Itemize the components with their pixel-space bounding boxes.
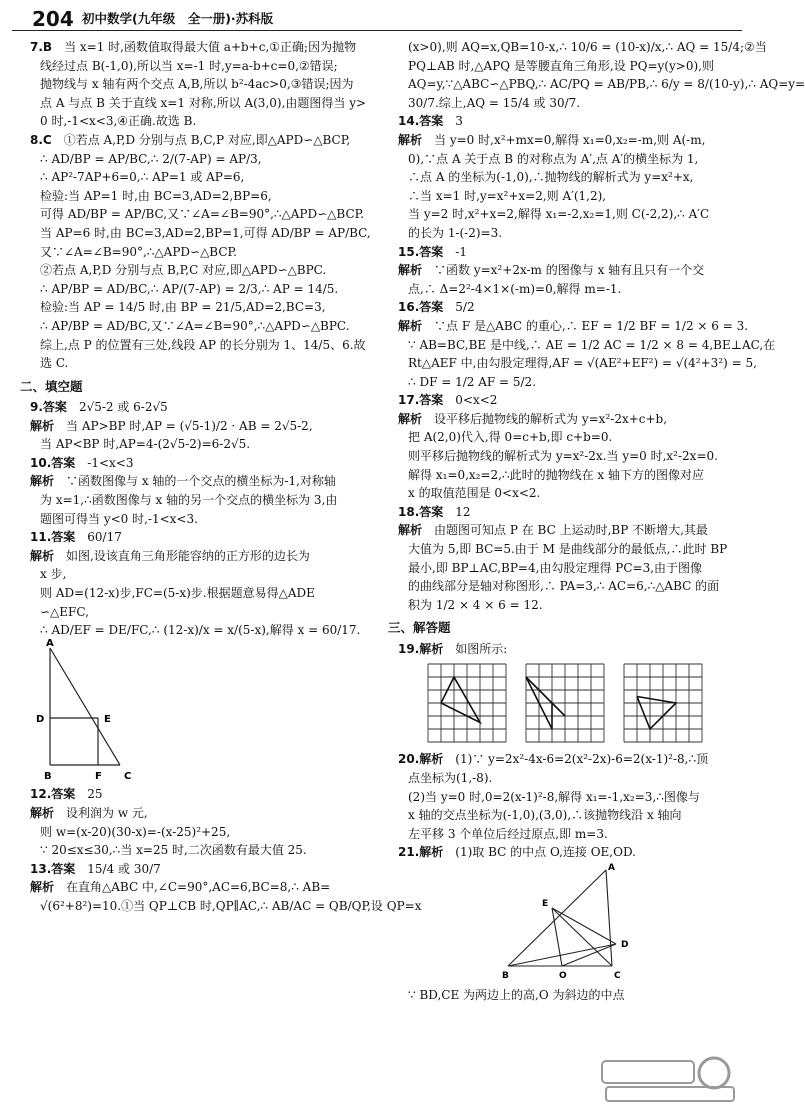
item-label: 7.B xyxy=(30,40,53,54)
line-text: (1)∵ y=2x²-4x-6=2(x²-2x)-6=2(x-1)²-8,∴顶 xyxy=(455,752,709,767)
item-label: 19.解析 xyxy=(398,641,444,656)
text-line xyxy=(398,336,776,355)
text-line xyxy=(30,603,385,622)
line-text: 如图所示: xyxy=(455,641,508,656)
text-line xyxy=(30,261,385,280)
figure-label: D xyxy=(621,939,629,950)
watermark-logo xyxy=(600,1055,740,1103)
text-line xyxy=(30,491,385,510)
text-line xyxy=(30,224,385,243)
line-text: 的长为 1-(-2)=3. xyxy=(408,225,503,240)
text-line xyxy=(398,112,738,131)
item-label: 解析 xyxy=(30,474,55,489)
book-title: 初中数学(九年级 全一册)·苏科版 xyxy=(82,11,274,26)
item-label: 13.答案 xyxy=(30,861,76,876)
line-text: 25 xyxy=(87,787,103,802)
grid-figure xyxy=(524,662,608,744)
line-text: 综上,点 P 的位置有三处,线段 AP 的长分别为 1、14/5、6.故 xyxy=(40,337,366,352)
line-text: ∴点 A 的坐标为(-1,0),∴抛物线的解析式为 y=x²+x, xyxy=(408,170,694,185)
item-label: 9.答案 xyxy=(30,400,67,415)
figure-line xyxy=(50,648,120,765)
line-text: ∵ 20≤x≤30,∴当 x=25 时,二次函数有最大值 25. xyxy=(40,843,307,858)
text-line xyxy=(398,150,738,169)
line-text: ∴ AD/EF = DE/FC,∴ (12-x)/x = x/(5-x),解得 x = 60/17. xyxy=(40,623,361,638)
text-line xyxy=(30,621,385,640)
text-line xyxy=(30,823,385,842)
section-heading: 二、填空题 xyxy=(20,378,83,394)
item-label: 21.解析 xyxy=(398,845,444,860)
line-text: 当 y=0 时,x²+mx=0,解得 x₁=0,x₂=-m,则 A(-m, xyxy=(434,132,706,147)
text-line xyxy=(30,547,385,566)
text-line xyxy=(30,94,385,113)
text-line xyxy=(398,391,738,410)
line-text: 检验:当 AP=1 时,由 BC=3,AD=2,BP=6, xyxy=(40,188,272,203)
item-label: 解析 xyxy=(398,411,423,426)
quadrilateral-figure xyxy=(488,862,658,980)
item-label: 12.答案 xyxy=(30,787,76,802)
text-line xyxy=(30,150,385,169)
line-text: 30/7.综上,AQ = 15/4 或 30/7. xyxy=(408,95,581,110)
line-text: ∵ BD,CE 为两边上的高,O 为斜边的中点 xyxy=(408,987,625,1002)
line-text: 点,∴ Δ=2²-4×1×(-m)=0,解得 m=-1. xyxy=(408,281,622,296)
figure-label: E xyxy=(542,898,549,909)
line-text: 3 xyxy=(455,114,463,129)
line-text: 抛物线与 x 轴有两个交点 A,B,所以 b²-4ac>0,③错误;因为 xyxy=(40,77,354,92)
text-line xyxy=(30,472,385,491)
text-line xyxy=(30,298,385,317)
line-text: 又∵∠A=∠B=90°,∴△APD∽△BCP. xyxy=(40,244,237,259)
item-label: 解析 xyxy=(30,880,55,895)
text-line xyxy=(30,897,422,916)
line-text: ∴ AP/BP = AD/BC,∴ AP/(7-AP) = 2/3,∴ AP = 14/5. xyxy=(40,281,339,296)
line-text: 设利润为 w 元, xyxy=(66,805,148,820)
line-text: 0),∵点 A 关于点 B 的对称点为 A′,点 A′的横坐标为 1, xyxy=(408,151,699,166)
text-line xyxy=(398,224,738,243)
text-line xyxy=(30,243,385,262)
triangle-figure xyxy=(30,637,230,782)
text-line xyxy=(398,373,738,392)
line-text: ∴当 x=1 时,y=x²+x=2,则 A′(1,2), xyxy=(408,188,607,203)
line-text: 大值为 5,即 BC=5.由于 M 是曲线部分的最低点,∴此时 BP xyxy=(408,542,728,557)
text-line xyxy=(398,577,738,596)
item-label: 解析 xyxy=(30,805,55,820)
text-line xyxy=(398,540,738,559)
line-text: 题图可得当 y<0 时,-1<x<3. xyxy=(40,511,198,526)
grid-figure xyxy=(622,662,706,744)
line-text: 左平移 3 个单位后经过原点,即 m=3. xyxy=(408,826,608,841)
line-text: 则平移后抛物线的解析式为 y=x²-2x.当 y=0 时,x²-2x=0. xyxy=(408,449,718,464)
text-line xyxy=(398,484,738,503)
text-line xyxy=(30,841,385,860)
figure-label: A xyxy=(46,637,54,649)
text-line xyxy=(398,596,738,615)
figure-label: C xyxy=(124,770,132,782)
text-line xyxy=(398,503,738,522)
line-text: 的曲线部分是轴对称图形,∴ PA=3,∴ AC=6,∴△ABC 的面 xyxy=(408,579,720,594)
line-text: 当 AP>BP 时,AP = (√5-1)/2 · AB = 2√5-2, xyxy=(66,418,313,433)
line-text: -1 xyxy=(455,244,467,259)
item-label: 解析 xyxy=(398,318,423,333)
line-text: 60/17 xyxy=(87,530,122,545)
text-line xyxy=(398,521,738,540)
line-text: 5/2 xyxy=(455,300,475,315)
line-text: 15/4 或 30/7 xyxy=(87,861,161,876)
text-line xyxy=(398,769,738,788)
line-text: -1<x<3 xyxy=(87,455,134,470)
text-line xyxy=(398,57,738,76)
figure-label: A xyxy=(608,862,615,873)
item-label: 解析 xyxy=(398,132,423,147)
line-text: 则 AD=(12-x)步,FC=(5-x)步.根据题意易得△ADE xyxy=(40,586,315,600)
figure-label: E xyxy=(104,713,111,725)
text-line xyxy=(30,187,385,206)
line-text: ②若点 A,P,D 分别与点 B,P,C 对应,即△APD∽△BPC. xyxy=(40,263,327,278)
line-text: 0<x<2 xyxy=(455,393,498,408)
text-line xyxy=(398,428,738,447)
item-label: 11.答案 xyxy=(30,530,76,545)
line-text: 设平移后抛物线的解析式为 y=x²-2x+c+b, xyxy=(434,411,668,426)
text-line xyxy=(398,640,738,659)
text-line xyxy=(398,843,738,862)
line-text: 在直角△ABC 中,∠C=90°,AC=6,BC=8,∴ AB= xyxy=(66,880,331,895)
figure-label: C xyxy=(614,970,621,981)
text-line xyxy=(30,398,385,417)
text-line xyxy=(30,528,385,547)
text-line xyxy=(30,38,385,57)
text-line xyxy=(398,205,738,224)
line-text: 最小,即 BP⊥AC,BP=4,由勾股定理得 PC=3,由于图像 xyxy=(408,560,703,575)
line-text: 当 y=2 时,x²+x=2,解得 x₁=-2,x₂=1,则 C(-2,2),∴ A′C xyxy=(408,207,710,222)
line-text: ∴ DF = 1/2 AF = 5/2. xyxy=(408,374,537,389)
text-line xyxy=(398,243,738,262)
text-line xyxy=(30,280,385,299)
text-line xyxy=(30,317,385,336)
figure-label: F xyxy=(95,770,102,782)
text-line xyxy=(30,454,385,473)
grid-figure xyxy=(426,662,510,744)
figure-label: D xyxy=(36,713,45,725)
text-line xyxy=(398,168,738,187)
line-text: √(6²+8²)=10.①当 QP⊥CB 时,QP∥AC,∴ AB/AC = QB/QP,设 QP=x xyxy=(40,898,422,913)
item-label: 解析 xyxy=(398,263,423,278)
line-text: ∵点 F 是△ABC 的重心,∴ EF = 1/2 BF = 1/2 × 6 = 3. xyxy=(434,318,749,333)
text-line xyxy=(398,986,738,1005)
item-label: 20.解析 xyxy=(398,752,444,767)
line-text: 把 A(2,0)代入,得 0=c+b,即 c+b=0. xyxy=(408,430,613,445)
line-text: 12 xyxy=(455,504,471,519)
text-line xyxy=(398,75,805,94)
text-line xyxy=(30,205,385,224)
line-text: 选 C. xyxy=(40,356,69,371)
line-text: 点 A 与点 B 关于直线 x=1 对称,所以 A(3,0),由题图得当 y> xyxy=(40,95,367,110)
text-line xyxy=(30,417,385,436)
line-text: ∵函数 y=x²+2x-m 的图像与 x 轴有且只有一个交 xyxy=(434,263,705,278)
line-text: 点坐标为(1,-8). xyxy=(408,770,493,785)
text-line xyxy=(30,131,385,150)
line-text: 当 x=1 时,函数值取得最大值 a+b+c,①正确;因为抛物 xyxy=(64,40,357,54)
right-column xyxy=(388,38,805,1104)
text-line xyxy=(398,447,738,466)
text-line xyxy=(398,354,757,373)
text-line xyxy=(398,825,738,844)
line-text: 当 AP<BP 时,AP=4-(2√5-2)=6-2√5. xyxy=(40,437,251,452)
line-text: 积为 1/2 × 4 × 6 = 12. xyxy=(408,597,543,612)
item-label: 17.答案 xyxy=(398,393,444,408)
text-line xyxy=(30,168,385,187)
text-line xyxy=(30,860,385,879)
line-text: 当 AP=6 时,由 BC=3,AD=2,BP=1,可得 AD/BP = AP/BC, xyxy=(40,225,371,240)
text-line xyxy=(30,57,385,76)
line-text: 线经过点 B(-1,0),所以当 x=-1 时,y=a-b+c=0,②错误; xyxy=(40,58,338,73)
text-line xyxy=(398,298,738,317)
line-text: AQ=y,∵△ABC∽△PBQ,∴ AC/PQ = AB/PB,∴ 6/y = 8/(10-y),∴ AQ=y= xyxy=(408,77,805,92)
line-text: x 步, xyxy=(40,567,67,582)
text-line xyxy=(398,280,738,299)
line-text: ①若点 A,P,D 分别与点 B,C,P 对应,即△APD∽△BCP, xyxy=(63,132,351,147)
page-number: 204 xyxy=(32,7,74,31)
item-label: 解析 xyxy=(30,548,55,563)
line-text: ∴ AD/BP = AP/BC,∴ 2/(7-AP) = AP/3, xyxy=(40,151,262,166)
text-line xyxy=(30,565,385,584)
text-line xyxy=(30,584,385,603)
text-line xyxy=(30,878,385,897)
text-line xyxy=(30,75,385,94)
text-line xyxy=(398,94,738,113)
text-line xyxy=(30,804,385,823)
text-line xyxy=(398,750,738,769)
line-text: x 的取值范围是 0<x<2. xyxy=(408,486,541,501)
text-line xyxy=(30,336,385,355)
figure-label: B xyxy=(502,970,509,981)
text-line xyxy=(398,131,738,150)
line-text: (2)当 y=0 时,0=2(x-1)²-8,解得 x₁=-1,x₂=3,∴图像与 xyxy=(408,789,700,804)
line-text: ∵函数图像与 x 轴的一个交点的横坐标为-1,对称轴 xyxy=(66,474,336,489)
text-line xyxy=(398,806,738,825)
line-text: PQ⊥AB 时,△APQ 是等腰直角三角形,设 PQ=y(y>0),则 xyxy=(408,58,714,73)
section-heading: 三、解答题 xyxy=(388,620,451,636)
item-label: 8.C xyxy=(30,132,52,147)
line-text: ∴ AP/BP = AD/BC,又∵∠A=∠B=90°,∴△APD∽△BPC. xyxy=(40,318,350,333)
text-line xyxy=(30,510,385,529)
item-label: 14.答案 xyxy=(398,114,444,129)
line-text: 解得 x₁=0,x₂=2,∴此时的抛物线在 x 轴下方的图像对应 xyxy=(408,467,705,482)
grid-figures xyxy=(426,662,738,744)
item-label: 16.答案 xyxy=(398,300,444,315)
line-text: 2√5-2 或 6-2√5 xyxy=(78,400,168,415)
line-text: 0 时,-1<x<3,④正确.故选 B. xyxy=(40,114,197,129)
text-line xyxy=(398,788,738,807)
line-text: (1)取 BC 的中点 O,连接 OE,OD. xyxy=(455,845,636,860)
line-text: 由题图可知点 P 在 BC 上运动时,BP 不断增大,其最 xyxy=(434,523,708,538)
item-label: 15.答案 xyxy=(398,244,444,259)
text-line xyxy=(398,187,738,206)
line-text: ∴ AP²-7AP+6=0,∴ AP=1 或 AP=6, xyxy=(40,170,245,185)
item-label: 解析 xyxy=(398,523,423,538)
figure-label: B xyxy=(44,770,52,782)
line-text: 检验:当 AP = 14/5 时,由 BP = 21/5,AD=2,BC=3, xyxy=(40,300,326,315)
line-text: (x>0),则 AQ=x,QB=10-x,∴ 10/6 = (10-x)/x,∴ AQ = 15/4;②当 xyxy=(408,40,767,54)
line-text: 如图,设该直角三角形能容纳的正方形的边长为 xyxy=(66,548,310,563)
item-label: 10.答案 xyxy=(30,455,76,470)
line-text: ∽△EFC, xyxy=(40,604,89,619)
text-line xyxy=(30,435,385,454)
line-text: x 轴的交点坐标为(-1,0),(3,0),∴该抛物线沿 x 轴向 xyxy=(408,808,682,823)
text-line xyxy=(398,559,738,578)
text-line xyxy=(398,317,749,336)
text-line xyxy=(30,354,385,373)
text-line xyxy=(398,38,767,57)
item-label: 18.答案 xyxy=(398,504,444,519)
figure-label: O xyxy=(559,970,567,981)
text-line xyxy=(398,466,738,485)
text-line xyxy=(30,785,385,804)
line-text: ∵ AB=BC,BE 是中线,∴ AE = 1/2 AC = 1/2 × 8 = 4,BE⊥AC,在 xyxy=(408,337,776,352)
text-line xyxy=(398,410,738,429)
line-text: Rt△AEF 中,由勾股定理得,AF = √(AE²+EF²) = √(4²+3²) = 5, xyxy=(408,356,757,371)
line-text: 可得 AD/BP = AP/BC,又∵∠A=∠B=90°,∴△APD∽△BCP. xyxy=(40,207,365,222)
text-line xyxy=(30,112,385,131)
page-header xyxy=(12,4,742,31)
text-line xyxy=(398,261,738,280)
line-text: 为 x=1,∴函数图像与 x 轴的另一个交点的横坐标为 3,由 xyxy=(40,493,338,508)
line-text: 则 w=(x-20)(30-x)=-(x-25)²+25, xyxy=(40,824,231,839)
item-label: 解析 xyxy=(30,418,55,433)
